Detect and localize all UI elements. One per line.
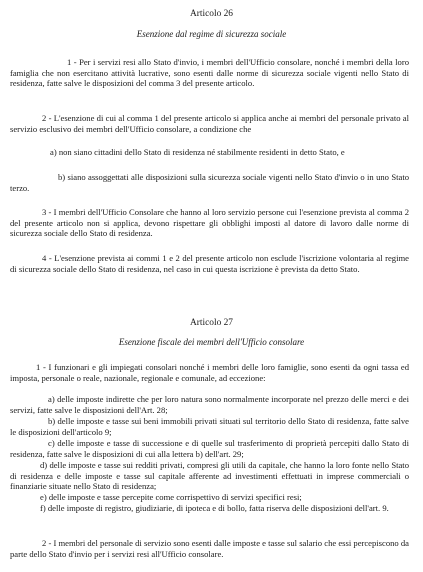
art27-item-a: a) delle imposte indirette che per loro natura sono normalmente incorporate nel prezzo delle merci e dei servizi, fatte salve le disposizioni dell'Art. 28; — [10, 394, 409, 415]
art27-paragraph-2: 2 - I membri del personale di servizio sono esenti dalle imposte e tasse sul salario che essi percepiscono da parte dello Stato d'invio per i servizi resi all'Ufficio consolare. — [10, 538, 409, 559]
art27-paragraph-1: 1 - I funzionari e gli impiegati consolari nonché i membri delle loro famiglie, sono esenti da ogni tassa ed imposta, personale o reale, nazionale, regionale e comunale, ad eccezione: — [10, 362, 409, 383]
art26-paragraph-3: 3 - I membri dell'Ufficio Consolare che hanno al loro servizio persone cui l'esenzione prevista al comma 2 del presente articolo non si applica, devono rispettare gli obblighi imposti al datore di lavoro dalle norme di sicurezza sociale dello Stato di residenza. — [10, 207, 409, 239]
art27-item-b: b) delle imposte e tasse sui beni immobili privati situati sul territorio dello Stato di residenza, fatte salve le disposizioni dell'articolo 9; — [10, 416, 409, 437]
article-27-subheading: Esenzione fiscale dei membri dell'Ufficio consolare — [118, 337, 305, 347]
article-27-heading: Articolo 27 — [190, 318, 233, 328]
art26-paragraph-4: 4 - L'esenzione prevista ai commi 1 e 2 del presente articolo non esclude l'iscrizione volontaria al regime di sicurezza sociale dello Stato di residenza, nel caso in cui questa iscrizione è prevista da detto Stato. — [10, 253, 409, 274]
art26-paragraph-1: 1 - Per i servizi resi allo Stato d'invio, i membri dell'Ufficio consolare, nonché i membri della loro famiglia che non esercitano attività lucrative, sono esenti dalle norme di sicurezza sociale vigenti nello Stato di residenza, fatte salve le disposizioni del comma 3 del presente articolo. — [10, 57, 409, 89]
art26-item-a: a) non siano cittadini dello Stato di residenza né stabilmente residenti in detto Stato, e — [50, 147, 345, 157]
article-26-subheading: Esenzione dal regime di sicurezza sociale — [136, 29, 287, 39]
art27-item-e: e) delle imposte e tasse percepite come corrispettivo di servizi specifici resi; — [40, 492, 302, 502]
art26-paragraph-2: 2 - L'esenzione di cui al comma 1 del presente articolo si applica anche ai membri del personale privato al servizio esclusivo dei membri dell'Ufficio consolare, a condizione che — [10, 113, 409, 134]
art27-item-c: c) delle imposte e tasse di successione e di quelle sul trasferimento di proprietà percepiti dallo Stato di residenza, fatte salve le disposizioni di cui alla lettera b) dell'art. 29; — [10, 438, 409, 459]
art27-item-f: f) delle imposte di registro, giudiziarie, di ipoteca e di bollo, fatta riserva delle disposizioni dell'art. 9. — [40, 503, 389, 513]
art27-item-d: d) delle imposte e tasse sui redditi privati, compresi gli utili da capitale, che hanno la loro fonte nello Stato di residenza e delle imposte e tasse sul capitale afferente ad investimenti effettuati in imprese commerciali o finanziarie situate nello Stato di residenza; — [10, 460, 409, 492]
art26-item-b: b) siano assoggettati alle disposizioni sulla sicurezza sociale vigenti nello Stato d'invio o in uno Stato terzo. — [10, 172, 409, 193]
article-26-heading: Articolo 26 — [190, 9, 233, 19]
